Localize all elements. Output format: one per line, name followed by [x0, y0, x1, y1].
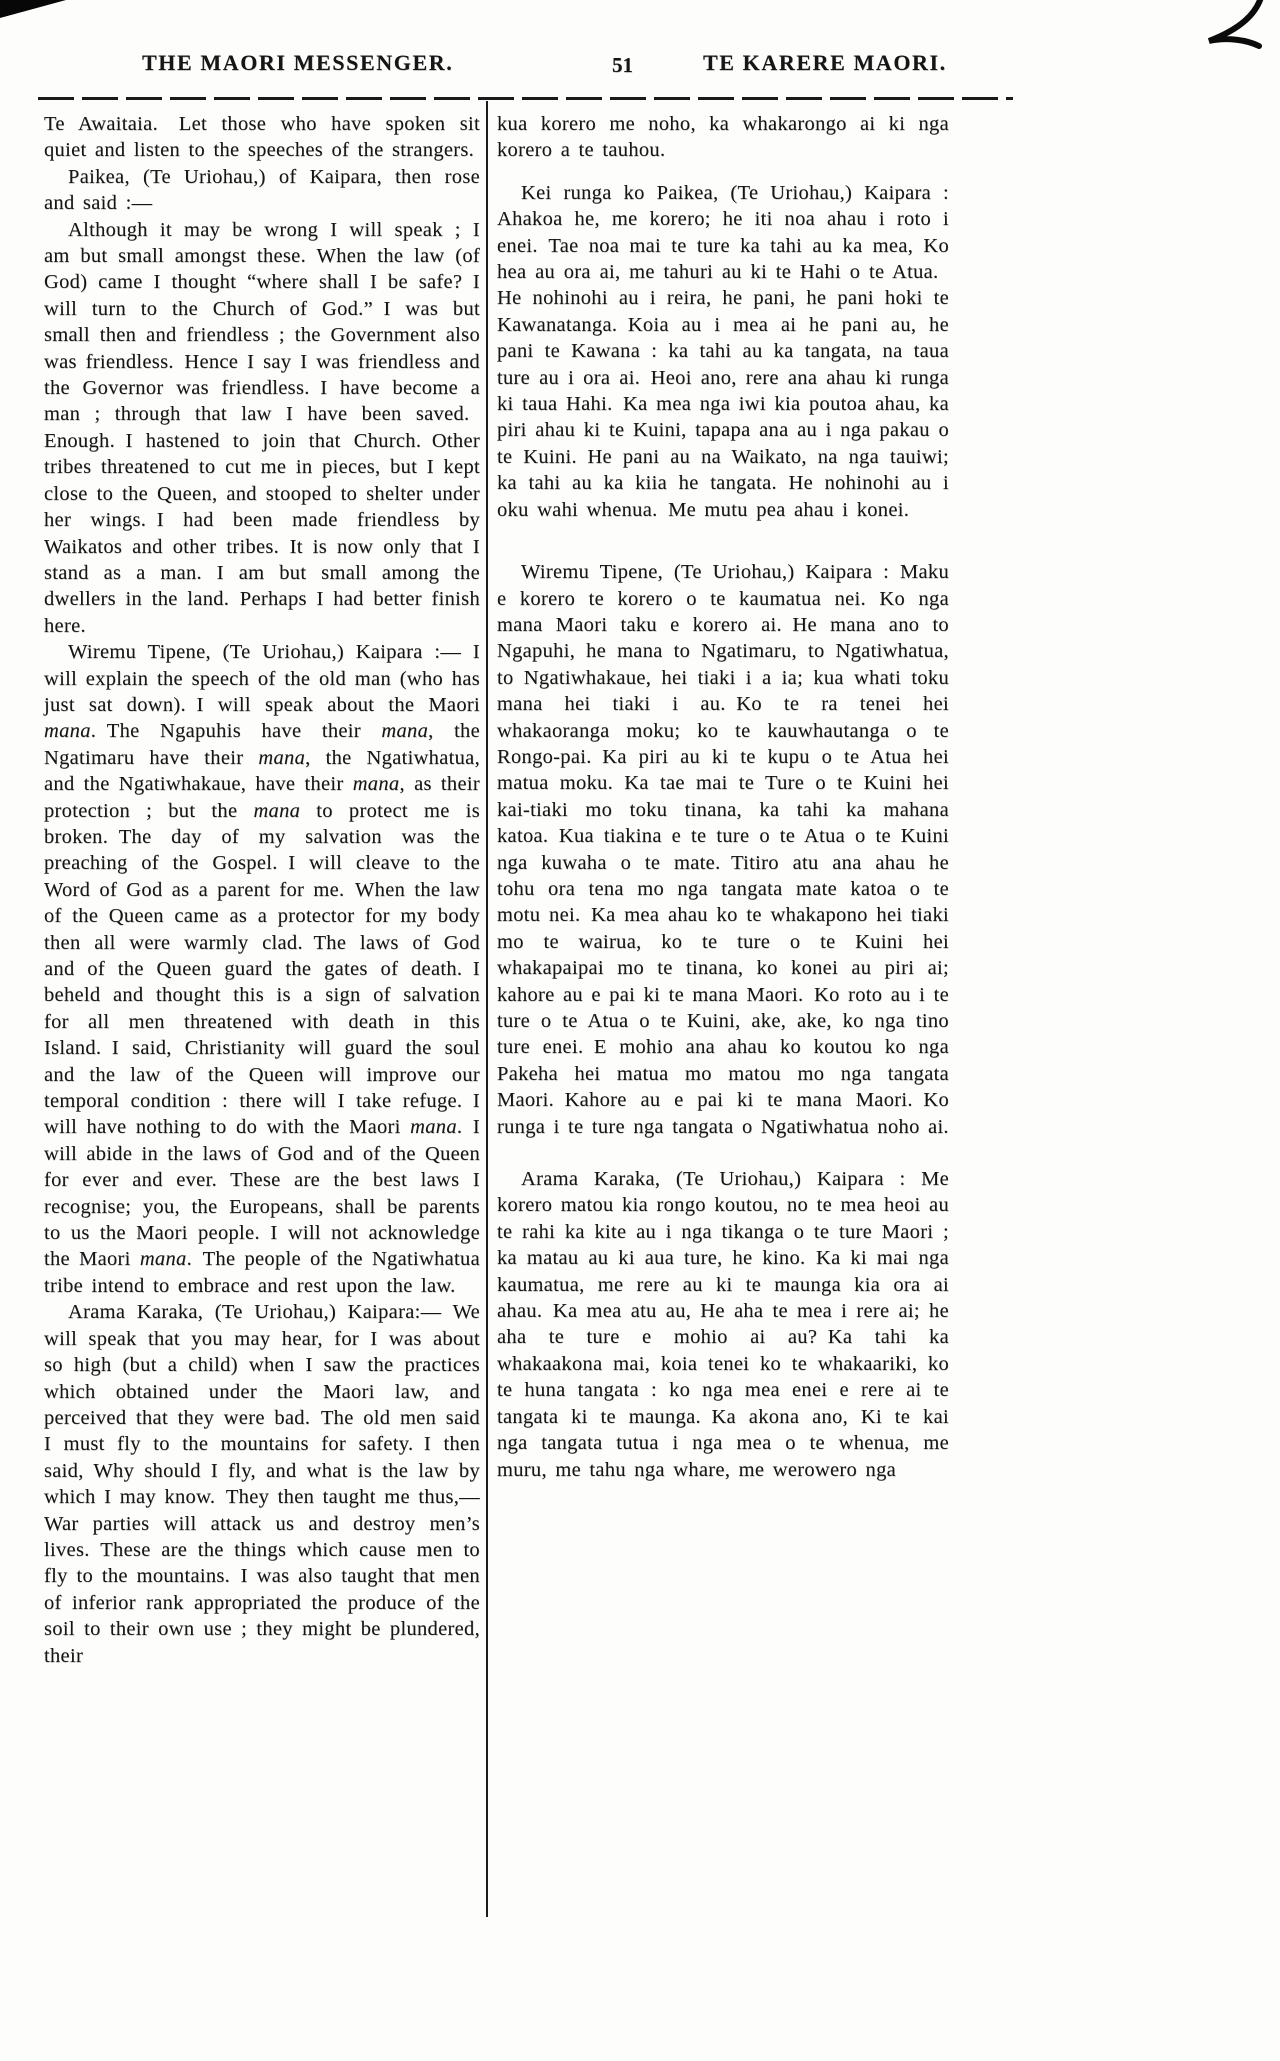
paragraph [497, 1166, 949, 1483]
text-run: Wiremu Tipene, (Te Uriohau,) Kaipara : Maku e korero te korero o te kaumatua nei. Ko nga mana Maori taku e korero ai. He mana ano to Ngapuhi, he mana to Ngatimaru, to Ngatiwhatua, to Ngatiwhakaue, hei tiaki i a ia; kua whati toku mana hei tiaki i au. Ko te ra tenei hei whakaoranga moku; ko te kauwhautanga o te Rongo-pai. Ka piri au ki te kupu o te Atua hei matua moku. Ka tae mai te Ture o te Kuini hei kai-tiaki mo toku tinana, ka tahi ka mahana katoa. Kua tiakina e te ture o te Atua o te Kuini nga kuwaha o te mate. Titiro atu ana ahau he tohu ora tena mo nga tangata mate katoa o te motu nei. Ka mea ahau ko te whakapono hei tiaki mo te wairua, ko te ture o te Kuini hei whakapaipai mo te tinana, ko konei au piri ai; kahore au e pai ki te mana Maori. Ko roto au i te ture o te Atua o te Kuini, ake, ake, ko nga tino ture enei. E mohio ana ahau ko koutou ko nga Pakeha hei matua mo matou mo nga tangata Maori. Kahore au e pai ki te mana Maori. Ko runga i te ture nga tangata o Ngatiwhatua noho ai. [497, 561, 949, 1138]
text-run: Arama Karaka, (Te Uriohau,) Kaipara : Me korero matou kia rongo koutou, no te mea heoi au te rahi ka kite au i nga tikanga o te ture Maori ; ka matau au ki aua ture, he kino. Ka ki mai nga kaumatua, me rere au ki te maunga kia ora ai ahau. Ka mea atu au, He aha te mea i rere ai; he aha te ture e mohio ai au? Ka tahi ka whakaakona mai, koia tenei ko te whakaariki, ko te huna tangata : ko nga mea enei e rere ai te tangata ki te maunga. Ka akona ano, Ki te kai nga tangata tutua i nga mea o te whenua, me muru, me tahu nga whare, me werowero nga [497, 1168, 949, 1481]
italic-text-run: mana [410, 1116, 457, 1139]
paragraph [44, 1299, 480, 1669]
paragraph [497, 559, 949, 1140]
page-number: 51 [612, 53, 633, 77]
text-run: Arama Karaka, (Te Uriohau,) Kaipara:— We will speak that you may hear, for I was about so high (but a child) when I saw the practices which obtained under the Maori law, and perceived that they were bad. The old men said I must fly to the mountains for safety. I then said, Why should I fly, and what is the law by which I may know. They then taught me thus,—War parties will attack us and destroy men’s lives. These are the things which cause men to fly to the mountains. I was also taught that men of inferior rank appropriated the produce of the soil to their own use ; they might be plundered, their [44, 1301, 480, 1667]
english-column [44, 111, 480, 1669]
header-rule [38, 97, 1013, 100]
text-run: , the Ngatimaru have their [44, 720, 481, 769]
text-run: to protect me is broken. The day of my salvation was the preaching of the Gospel. I will cleave to the Word of God as a parent for me. When the law of the Queen came as a protector for my body then all were warmly clad. The laws of God and of the Queen guard the gates of death. I beheld and thought this is a sign of salvation for all men threatened with death in this Island. I said, Christianity will guard the soul and the law of the Queen will improve our temporal condition : there will I take refuge. I will have nothing to do with the Maori [44, 799, 480, 1139]
paragraph [44, 111, 480, 164]
text-run: . I will abide in the laws of God and of the Queen for ever and ever. These are the best laws I recognise; you, the Europeans, shall be parents to us the Maori people. I will not acknowledge the Maori [44, 1116, 480, 1271]
newspaper-title-maori: TE KARERE MAORI. [703, 50, 947, 75]
paragraph [44, 639, 480, 1299]
text-run: , as their protection ; but the [44, 773, 480, 822]
text-run: Although it may be wrong I will speak ; I am but small amongst these. When the law (of God) came I thought “where shall I be safe? I will turn to the Church of God.” I was but small then and friendless ; the Government also was friendless. Hence I say I was friendless and the Governor was friendless. I have become a man ; through that law I have been saved. Enough. I hastened to join that Church. Other tribes threatened to cut me in pieces, but I kept close to the Queen, and stooped to shelter under her wings. I had been made friendless by Waikatos and other tribes. It is now only that I stand as a man. I am but small among the dwellers in the land. Perhaps I had better finish here. [44, 218, 480, 637]
italic-text-run: mana [352, 773, 400, 796]
handwritten-page-number-mark [1198, 0, 1270, 62]
italic-text-run: mana [139, 1248, 187, 1271]
text-run: Kei runga ko Paikea, (Te Uriohau,) Kaipara : Ahakoa he, me korero; he iti noa ahau i roto i enei. Tae noa mai te ture ka tahi au ka mea, Ko hea au ora ai, me tahuri au ki te Hahi o te Atua. He nohinohi au i reira, he pani, he pani hoki te Kawanatanga. Koia au i mea ai he pani au, he pani te Kawana : ka tahi au ka tangata, na taua ture au i ora ai. Heoi ano, rere ana ahau ki runga ki taua Hahi. Ka mea nga iwi kia poutoa ahau, ka piri ahau ki te Kuini, tapapa ana au i nga pakau o te Kuini. He pani au na Waikato, na nga tauiwi; ka tahi au ka kiia he tangata. He nohinohi au i oku wahi whenua. Me mutu pea ahau i konei. [497, 181, 949, 521]
paragraph [497, 180, 949, 523]
italic-text-run: mana [253, 799, 301, 822]
text-run: Te Awaitaia. Let those who have spoken sit quiet and listen to the speeches of the strangers. [44, 113, 480, 162]
paragraph [44, 217, 480, 640]
scan-artifact-top-left [0, 0, 78, 20]
maori-column [497, 111, 949, 1483]
text-run: , the Ngatiwhatua, and the Ngatiwhakaue, have their [44, 746, 481, 796]
text-run: Wiremu Tipene, (Te Uriohau,) Kaipara :— I will explain the speech of the old man (who has just sat down). I will speak about the Maori [44, 641, 480, 716]
italic-text-run: mana [258, 746, 306, 769]
paragraph [497, 111, 949, 164]
newspaper-title-english: THE MAORI MESSENGER. [142, 50, 454, 75]
italic-text-run: mana [381, 720, 429, 743]
italic-text-run: mana [44, 720, 91, 743]
text-run: . The Ngapuhis have their [90, 720, 382, 743]
text-run: kua korero me noho, ka whakarongo ai ki nga korero a te tauhou. [497, 113, 949, 162]
column-divider [486, 101, 488, 1917]
text-run: . The people of the Ngatiwhatua tribe intend to embrace and rest upon the law. [44, 1248, 480, 1297]
paragraph [44, 164, 480, 217]
text-run: Paikea, (Te Uriohau,) of Kaipara, then rose and said :— [44, 165, 480, 215]
